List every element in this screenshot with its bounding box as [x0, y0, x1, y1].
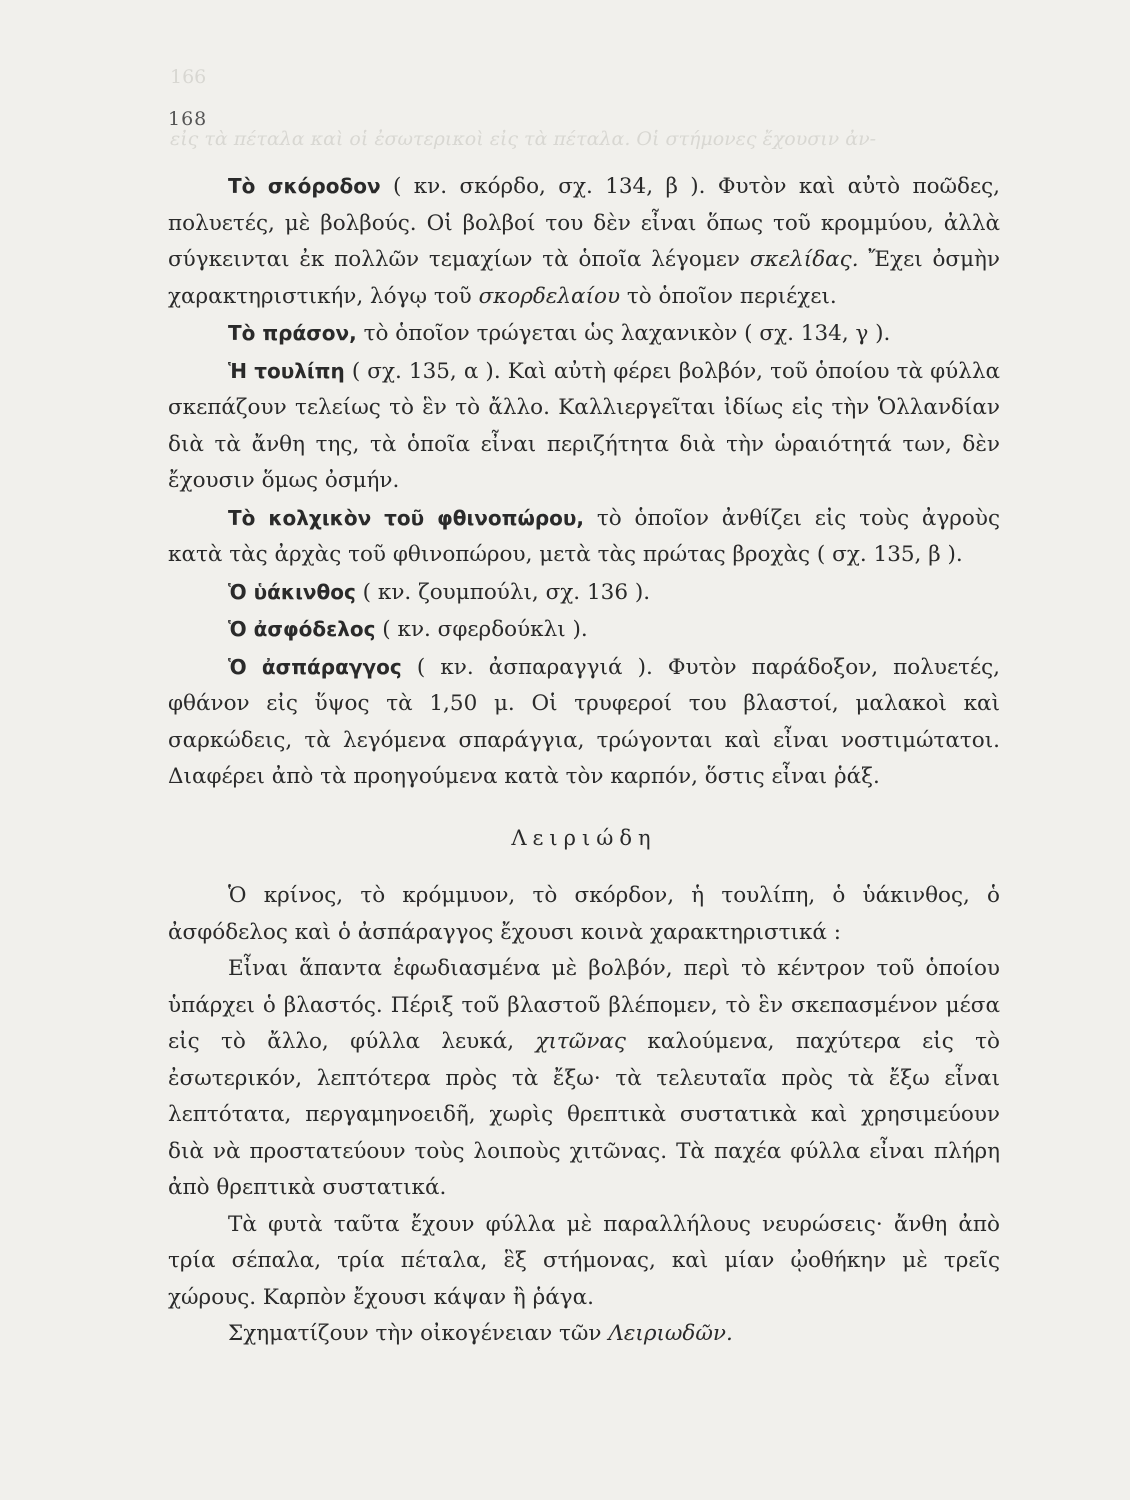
- paragraph-flowers: Τὰ φυτὰ ταῦτα ἔχουν φύλλα μὲ παραλλήλους νευρώσεις· ἄνθη ἀπὸ τρία σέπαλα, τρία πέταλα, ἓξ στήμονας, καὶ μίαν ᾠοθήκην μὲ τρεῖς χώρους. Καρπὸν ἔχουσι κάψαν ἢ ῥάγα.: [168, 1211, 1000, 1310]
- entry-term: Τὸ σκόροδον: [228, 174, 381, 198]
- entry-asparaggos: Ὁ ἀσπάραγγος ( κν. ἀσπαραγγιά ). Φυτὸν παράδοξον, πολυετές, φθάνον εἰς ὕψος τὰ 1,50 μ. Οἱ τρυφεροί του βλαστοί, μαλακοὶ καὶ σαρκώδεις, τὰ λεγόμενα σπαράγγια, τρώγονται καὶ εἶναι νοστιμώτατοι. Διαφέρει ἀπὸ τὰ προηγούμενα κατὰ τὸν καρπόν, ὅστις εἶναι ῥάξ.: [168, 654, 1000, 789]
- entry-toulipi: Ἡ τουλίπη ( σχ. 135, α ). Καὶ αὐτὴ φέρει βολβόν, τοῦ ὁποίου τὰ φύλλα σκεπάζουν τελείως τὸ ἓν τὸ ἄλλο. Καλλιεργεῖται ἰδίως εἰς τὴν Ὁλλανδίαν διὰ τὰ ἄνθη της, τὰ ὁποῖα εἶναι περιζήτητα διὰ τὴν ὡραιότητά των, δὲν ἔχουσιν ὅμως ὀσμήν.: [168, 358, 1000, 493]
- paragraph-common-traits: Ὁ κρίνος, τὸ κρόμμυον, τὸ σκόρδον, ἡ τουλίπη, ὁ ὑάκινθος, ὁ ἀσφόδελος καὶ ὁ ἀσπάραγγος ἔχουσι κοινὰ χαρακτηριστικά :: [168, 883, 1000, 945]
- entry-term: Τὸ κολχικὸν τοῦ φθινοπώρου,: [228, 505, 584, 530]
- bleed-through-page-number: 166: [170, 66, 207, 88]
- entry-term: Ὁ ἀσπάραγγος: [228, 654, 402, 679]
- body-text: [168, 168, 1000, 1353]
- entry-term: Ἡ τουλίπη: [228, 358, 345, 383]
- bleed-through-text: εἰς τὰ πέταλα καὶ οἱ ἐσωτερικοὶ εἰς τὰ πέταλα. Οἱ στήμονες ἔχουσιν ἀν-: [170, 128, 877, 150]
- section-heading: Λειριώδη: [511, 825, 657, 850]
- entry-asfodelos: Ὁ ἀσφόδελος ( κν. σφερδούκλι ).: [228, 617, 588, 642]
- entry-prason: Τὸ πράσον, τὸ ὁποῖον τρώγεται ὡς λαχανικὸν ( σχ. 134, γ ).: [228, 321, 891, 346]
- paragraph-family: Σχηματίζουν τὴν οἰκογένειαν τῶν Λειριωδῶν.: [228, 1321, 733, 1346]
- entry-yakinthos: Ὁ ὑάκινθος ( κν. ζουμπούλι, σχ. 136 ).: [228, 579, 651, 605]
- entry-kolchikon: Τὸ κολχικὸν τοῦ φθινοπώρου, τὸ ὁποῖον ἀνθίζει εἰς τοὺς ἀγροὺς κατὰ τὰς ἀρχὰς τοῦ φθινοπώρου, μετὰ τὰς πρώτας βροχὰς ( σχ. 135, β ).: [168, 505, 1000, 567]
- entry-skorodon: Τὸ σκόροδον ( κν. σκόρδο, σχ. 134, β ). Φυτὸν καὶ αὐτὸ ποῶδες, πολυετές, μὲ βολβούς. Οἱ βολβοί του δὲν εἶναι ὅπως τοῦ κρομμύου, ἀλλὰ σύγκεινται ἐκ πολλῶν τεμαχίων τὰ ὁποῖα λέγομεν σκελίδας. Ἔχει ὀσμὴν χαρακτηριστικήν, λόγῳ τοῦ σκορδελαίου τὸ ὁποῖον περιέχει.: [168, 174, 1001, 309]
- entry-term: Ὁ ἀσφόδελος: [228, 617, 376, 641]
- page-number: 168: [168, 108, 208, 130]
- paragraph-bulb: Εἶναι ἅπαντα ἐφωδιασμένα μὲ βολβόν, περὶ τὸ κέντρον τοῦ ὁποίου ὑπάρχει ὁ βλαστός. Πέριξ τοῦ βλαστοῦ βλέπομεν, τὸ ἓν σκεπασμένον μέσα εἰς τὸ ἄλλο, φύλλα λευκά, χιτῶνας καλούμενα, παχύτερα εἰς τὸ ἐσωτερικόν, λεπτότερα πρὸς τὰ ἔξω· τὰ τελευταῖα πρὸς τὰ ἔξω εἶναι λεπτότατα, περγαμηνοειδῆ, χωρὶς θρεπτικὰ συστατικὰ καὶ χρησιμεύουν διὰ νὰ προστατεύουν τοὺς λοιποὺς χιτῶνας. Τὰ παχέα φύλλα εἶναι πλήρη ἀπὸ θρεπτικὰ συστατικά.: [168, 956, 1000, 1200]
- entry-term: Τὸ πράσον,: [228, 321, 357, 345]
- entry-term: Ὁ ὑάκινθος: [228, 579, 356, 604]
